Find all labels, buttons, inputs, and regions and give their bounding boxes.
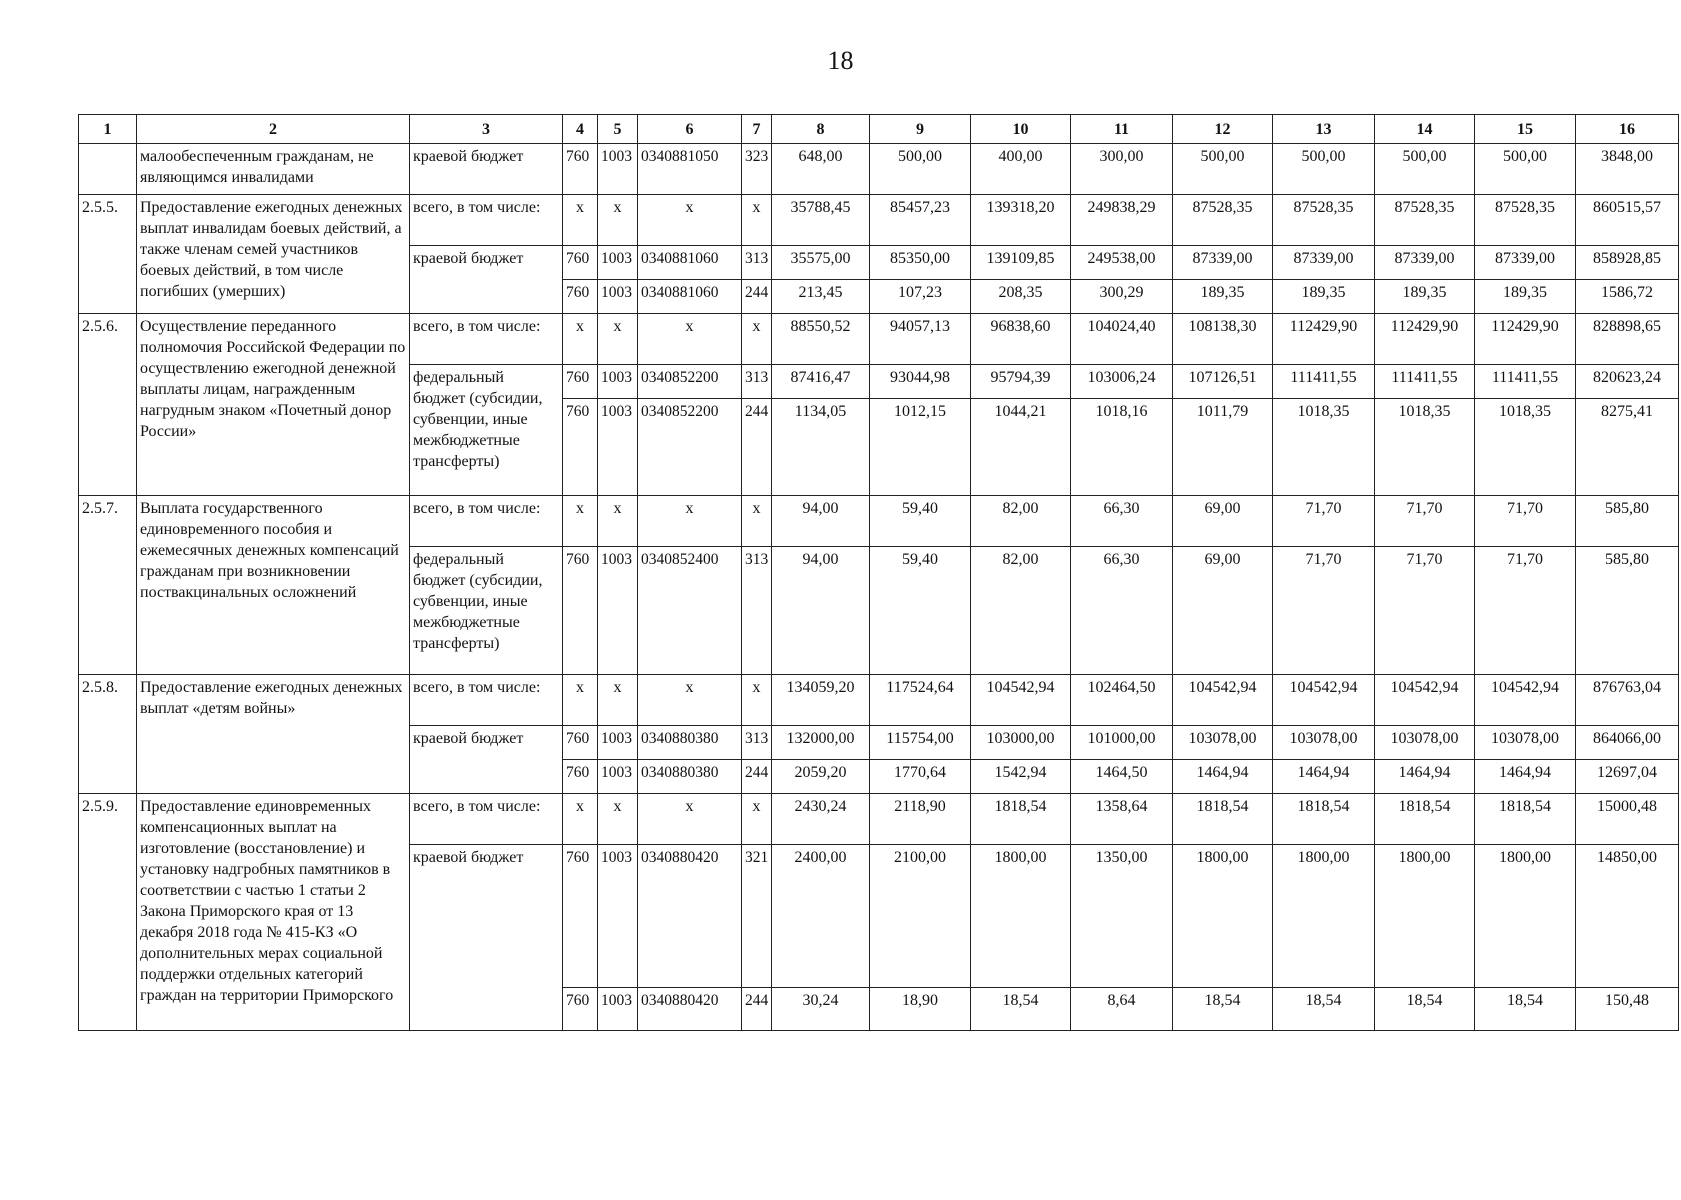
table-body	[79, 144, 1679, 1031]
value-cell: 18,54	[1475, 988, 1576, 1031]
value-cell: 18,54	[1173, 988, 1273, 1031]
value-cell: 1358,64	[1071, 794, 1173, 845]
admin-code-cell: х	[563, 794, 598, 845]
admin-code-cell: 760	[563, 726, 598, 760]
value-cell: 858928,85	[1576, 246, 1679, 280]
target-article-cell: 0340852200	[638, 365, 742, 399]
table-row	[79, 794, 1679, 845]
header-cell: 6	[638, 115, 742, 144]
value-cell: 828898,65	[1576, 314, 1679, 365]
value-cell: 249838,29	[1071, 195, 1173, 246]
target-article-cell: х	[638, 675, 742, 726]
expense-type-cell: 313	[742, 726, 772, 760]
section-code-cell: 1003	[598, 988, 638, 1031]
value-cell: 87339,00	[1475, 246, 1576, 280]
value-cell: 189,35	[1375, 280, 1475, 314]
admin-code-cell: х	[563, 675, 598, 726]
value-cell: 1818,54	[1375, 794, 1475, 845]
value-cell: 134059,20	[772, 675, 870, 726]
value-cell: 208,35	[971, 280, 1071, 314]
value-cell: 1818,54	[1273, 794, 1375, 845]
item-description-cell: Предоставление ежегодных денежных выплат инвалидам боевых действий, а также членам семей участников боевых действий, в том числе погибших (умерших)	[137, 195, 410, 314]
section-code-cell: 1003	[598, 246, 638, 280]
expense-type-cell: х	[742, 314, 772, 365]
header-cell: 1	[79, 115, 137, 144]
value-cell: 103078,00	[1475, 726, 1576, 760]
target-article-cell: 0340880380	[638, 760, 742, 794]
value-cell: 87528,35	[1273, 195, 1375, 246]
value-cell: 1800,00	[1375, 845, 1475, 988]
value-cell: 82,00	[971, 547, 1071, 675]
value-cell: 112429,90	[1273, 314, 1375, 365]
section-code-cell: х	[598, 675, 638, 726]
value-cell: 71,70	[1375, 547, 1475, 675]
expense-type-cell: 313	[742, 246, 772, 280]
value-cell: 104542,94	[1173, 675, 1273, 726]
value-cell: 107126,51	[1173, 365, 1273, 399]
item-description-cell: Предоставление единовременных компенсационных выплат на изготовление (восстановление) и установку надгробных памятников в соответствии с частью 1 статьи 2 Закона Приморского края от 13 декабря 2018 года № 415-КЗ «О дополнительных мерах социальной поддержки отдельных категорий граждан на территории Приморского	[137, 794, 410, 1031]
value-cell: 2059,20	[772, 760, 870, 794]
value-cell: 8,64	[1071, 988, 1173, 1031]
item-number-cell: 2.5.9.	[79, 794, 137, 1031]
funding-source-cell: федеральный бюджет (субсидии, субвенции, иные межбюджетные трансферты)	[410, 365, 563, 496]
admin-code-cell: 760	[563, 547, 598, 675]
value-cell: 71,70	[1273, 547, 1375, 675]
admin-code-cell: 760	[563, 988, 598, 1031]
target-article-cell: 0340880420	[638, 988, 742, 1031]
value-cell: 104024,40	[1071, 314, 1173, 365]
value-cell: 115754,00	[870, 726, 971, 760]
value-cell: 2400,00	[772, 845, 870, 988]
table-row	[79, 144, 1679, 195]
expense-type-cell: х	[742, 496, 772, 547]
value-cell: 1464,94	[1475, 760, 1576, 794]
value-cell: 59,40	[870, 496, 971, 547]
value-cell: 104542,94	[1273, 675, 1375, 726]
target-article-cell: 0340880420	[638, 845, 742, 988]
value-cell: 8275,41	[1576, 399, 1679, 496]
value-cell: 87416,47	[772, 365, 870, 399]
funding-source-cell: федеральный бюджет (субсидии, субвенции, иные межбюджетные трансферты)	[410, 547, 563, 675]
expense-type-cell: 321	[742, 845, 772, 988]
value-cell: 103078,00	[1173, 726, 1273, 760]
value-cell: 93044,98	[870, 365, 971, 399]
value-cell: 111411,55	[1475, 365, 1576, 399]
value-cell: 30,24	[772, 988, 870, 1031]
header-cell: 7	[742, 115, 772, 144]
expense-type-cell: х	[742, 195, 772, 246]
header-cell: 13	[1273, 115, 1375, 144]
target-article-cell: х	[638, 195, 742, 246]
value-cell: 500,00	[1375, 144, 1475, 195]
value-cell: 69,00	[1173, 547, 1273, 675]
expense-type-cell: х	[742, 675, 772, 726]
value-cell: 94,00	[772, 496, 870, 547]
value-cell: 1770,64	[870, 760, 971, 794]
value-cell: 94057,13	[870, 314, 971, 365]
expense-type-cell: 244	[742, 988, 772, 1031]
value-cell: 1018,35	[1475, 399, 1576, 496]
section-code-cell: х	[598, 195, 638, 246]
value-cell: 1818,54	[971, 794, 1071, 845]
funding-source-cell: краевой бюджет	[410, 144, 563, 195]
item-description-cell: Выплата государственного единовременного пособия и ежемесячных денежных компенсаций гражданам при возникновении поствакцинальных осложнений	[137, 496, 410, 675]
admin-code-cell: 760	[563, 760, 598, 794]
item-number-cell: 2.5.5.	[79, 195, 137, 314]
value-cell: 101000,00	[1071, 726, 1173, 760]
header-cell: 15	[1475, 115, 1576, 144]
section-code-cell: 1003	[598, 280, 638, 314]
value-cell: 820623,24	[1576, 365, 1679, 399]
section-code-cell: х	[598, 314, 638, 365]
value-cell: 139318,20	[971, 195, 1071, 246]
value-cell: 71,70	[1273, 496, 1375, 547]
value-cell: 18,54	[971, 988, 1071, 1031]
value-cell: 1018,35	[1273, 399, 1375, 496]
admin-code-cell: 760	[563, 365, 598, 399]
funding-source-cell: всего, в том числе:	[410, 496, 563, 547]
value-cell: 1464,50	[1071, 760, 1173, 794]
value-cell: 103078,00	[1273, 726, 1375, 760]
value-cell: 1350,00	[1071, 845, 1173, 988]
funding-source-cell: всего, в том числе:	[410, 794, 563, 845]
section-code-cell: 1003	[598, 760, 638, 794]
expense-type-cell: 313	[742, 547, 772, 675]
table-row	[79, 195, 1679, 246]
header-cell: 12	[1173, 115, 1273, 144]
funding-source-cell: всего, в том числе:	[410, 314, 563, 365]
item-description-cell: Осуществление переданного полномочия Российской Федерации по осуществлению ежегодной денежной выплаты лицам, награжденным нагрудным знаком «Почетный донор России»	[137, 314, 410, 496]
value-cell: 85350,00	[870, 246, 971, 280]
value-cell: 2118,90	[870, 794, 971, 845]
admin-code-cell: 760	[563, 246, 598, 280]
value-cell: 1800,00	[971, 845, 1071, 988]
value-cell: 648,00	[772, 144, 870, 195]
value-cell: 71,70	[1475, 547, 1576, 675]
target-article-cell: 0340880380	[638, 726, 742, 760]
expense-type-cell: 244	[742, 399, 772, 496]
funding-source-cell: краевой бюджет	[410, 845, 563, 1031]
value-cell: 87528,35	[1475, 195, 1576, 246]
value-cell: 500,00	[1173, 144, 1273, 195]
admin-code-cell: 760	[563, 845, 598, 988]
value-cell: 88550,52	[772, 314, 870, 365]
value-cell: 300,00	[1071, 144, 1173, 195]
value-cell: 189,35	[1475, 280, 1576, 314]
value-cell: 69,00	[1173, 496, 1273, 547]
value-cell: 132000,00	[772, 726, 870, 760]
value-cell: 71,70	[1375, 496, 1475, 547]
section-code-cell: х	[598, 496, 638, 547]
value-cell: 1012,15	[870, 399, 971, 496]
value-cell: 85457,23	[870, 195, 971, 246]
value-cell: 94,00	[772, 547, 870, 675]
target-article-cell: 0340852200	[638, 399, 742, 496]
value-cell: 103078,00	[1375, 726, 1475, 760]
expense-type-cell: 313	[742, 365, 772, 399]
expense-type-cell: х	[742, 794, 772, 845]
value-cell: 139109,85	[971, 246, 1071, 280]
section-code-cell: 1003	[598, 399, 638, 496]
expense-type-cell: 244	[742, 760, 772, 794]
value-cell: 1586,72	[1576, 280, 1679, 314]
header-cell: 9	[870, 115, 971, 144]
header-cell: 3	[410, 115, 563, 144]
value-cell: 864066,00	[1576, 726, 1679, 760]
section-code-cell: х	[598, 794, 638, 845]
value-cell: 87528,35	[1173, 195, 1273, 246]
target-article-cell: х	[638, 496, 742, 547]
value-cell: 18,54	[1273, 988, 1375, 1031]
funding-source-cell: краевой бюджет	[410, 246, 563, 314]
header-cell: 4	[563, 115, 598, 144]
expense-type-cell: 323	[742, 144, 772, 195]
item-number-cell: 2.5.6.	[79, 314, 137, 496]
item-description-cell: Предоставление ежегодных денежных выплат «детям войны»	[137, 675, 410, 794]
expense-type-cell: 244	[742, 280, 772, 314]
table-row	[79, 496, 1679, 547]
value-cell: 18,54	[1375, 988, 1475, 1031]
value-cell: 18,90	[870, 988, 971, 1031]
target-article-cell: 0340852400	[638, 547, 742, 675]
funding-source-cell: всего, в том числе:	[410, 675, 563, 726]
value-cell: 95794,39	[971, 365, 1071, 399]
funding-source-cell: краевой бюджет	[410, 726, 563, 794]
value-cell: 82,00	[971, 496, 1071, 547]
value-cell: 1011,79	[1173, 399, 1273, 496]
value-cell: 400,00	[971, 144, 1071, 195]
table-row	[79, 314, 1679, 365]
value-cell: 117524,64	[870, 675, 971, 726]
value-cell: 66,30	[1071, 547, 1173, 675]
value-cell: 87339,00	[1273, 246, 1375, 280]
value-cell: 500,00	[1475, 144, 1576, 195]
header-cell: 2	[137, 115, 410, 144]
value-cell: 107,23	[870, 280, 971, 314]
value-cell: 111411,55	[1273, 365, 1375, 399]
header-cell: 11	[1071, 115, 1173, 144]
item-number-cell	[79, 144, 137, 195]
target-article-cell: 0340881060	[638, 280, 742, 314]
value-cell: 1818,54	[1173, 794, 1273, 845]
item-number-cell: 2.5.7.	[79, 496, 137, 675]
value-cell: 112429,90	[1375, 314, 1475, 365]
value-cell: 1800,00	[1273, 845, 1375, 988]
value-cell: 249538,00	[1071, 246, 1173, 280]
header-cell: 14	[1375, 115, 1475, 144]
value-cell: 500,00	[1273, 144, 1375, 195]
budget-table	[78, 114, 1679, 1031]
value-cell: 111411,55	[1375, 365, 1475, 399]
value-cell: 35575,00	[772, 246, 870, 280]
section-code-cell: 1003	[598, 144, 638, 195]
value-cell: 1464,94	[1375, 760, 1475, 794]
admin-code-cell: х	[563, 314, 598, 365]
funding-source-cell: всего, в том числе:	[410, 195, 563, 246]
header-cell: 16	[1576, 115, 1679, 144]
value-cell: 96838,60	[971, 314, 1071, 365]
value-cell: 2100,00	[870, 845, 971, 988]
value-cell: 585,80	[1576, 496, 1679, 547]
value-cell: 1818,54	[1475, 794, 1576, 845]
value-cell: 1464,94	[1273, 760, 1375, 794]
value-cell: 87339,00	[1375, 246, 1475, 280]
value-cell: 59,40	[870, 547, 971, 675]
value-cell: 300,29	[1071, 280, 1173, 314]
admin-code-cell: 760	[563, 144, 598, 195]
value-cell: 102464,50	[1071, 675, 1173, 726]
item-description-cell: малообеспеченным гражданам, не являющимся инвалидами	[137, 144, 410, 195]
value-cell: 500,00	[870, 144, 971, 195]
value-cell: 103000,00	[971, 726, 1071, 760]
value-cell: 189,35	[1273, 280, 1375, 314]
value-cell: 104542,94	[971, 675, 1071, 726]
item-number-cell: 2.5.8.	[79, 675, 137, 794]
value-cell: 15000,48	[1576, 794, 1679, 845]
value-cell: 2430,24	[772, 794, 870, 845]
value-cell: 213,45	[772, 280, 870, 314]
value-cell: 189,35	[1173, 280, 1273, 314]
admin-code-cell: 760	[563, 280, 598, 314]
value-cell: 1134,05	[772, 399, 870, 496]
section-code-cell: 1003	[598, 726, 638, 760]
table-row	[79, 675, 1679, 726]
header-cell: 10	[971, 115, 1071, 144]
value-cell: 108138,30	[1173, 314, 1273, 365]
value-cell: 1800,00	[1173, 845, 1273, 988]
value-cell: 104542,94	[1475, 675, 1576, 726]
section-code-cell: 1003	[598, 845, 638, 988]
value-cell: 3848,00	[1576, 144, 1679, 195]
value-cell: 876763,04	[1576, 675, 1679, 726]
target-article-cell: 0340881050	[638, 144, 742, 195]
admin-code-cell: х	[563, 195, 598, 246]
target-article-cell: х	[638, 794, 742, 845]
target-article-cell: 0340881060	[638, 246, 742, 280]
value-cell: 1800,00	[1475, 845, 1576, 988]
value-cell: 585,80	[1576, 547, 1679, 675]
admin-code-cell: 760	[563, 399, 598, 496]
value-cell: 14850,00	[1576, 845, 1679, 988]
value-cell: 150,48	[1576, 988, 1679, 1031]
value-cell: 1018,16	[1071, 399, 1173, 496]
value-cell: 71,70	[1475, 496, 1576, 547]
value-cell: 12697,04	[1576, 760, 1679, 794]
admin-code-cell: х	[563, 496, 598, 547]
header-row	[79, 115, 1679, 144]
value-cell: 1464,94	[1173, 760, 1273, 794]
value-cell: 87339,00	[1173, 246, 1273, 280]
value-cell: 1542,94	[971, 760, 1071, 794]
header-cell: 5	[598, 115, 638, 144]
value-cell: 35788,45	[772, 195, 870, 246]
value-cell: 860515,57	[1576, 195, 1679, 246]
value-cell: 1044,21	[971, 399, 1071, 496]
section-code-cell: 1003	[598, 547, 638, 675]
target-article-cell: х	[638, 314, 742, 365]
value-cell: 112429,90	[1475, 314, 1576, 365]
value-cell: 1018,35	[1375, 399, 1475, 496]
value-cell: 66,30	[1071, 496, 1173, 547]
value-cell: 87528,35	[1375, 195, 1475, 246]
page-number: 18	[827, 46, 854, 75]
value-cell: 103006,24	[1071, 365, 1173, 399]
section-code-cell: 1003	[598, 365, 638, 399]
value-cell: 104542,94	[1375, 675, 1475, 726]
header-cell: 8	[772, 115, 870, 144]
